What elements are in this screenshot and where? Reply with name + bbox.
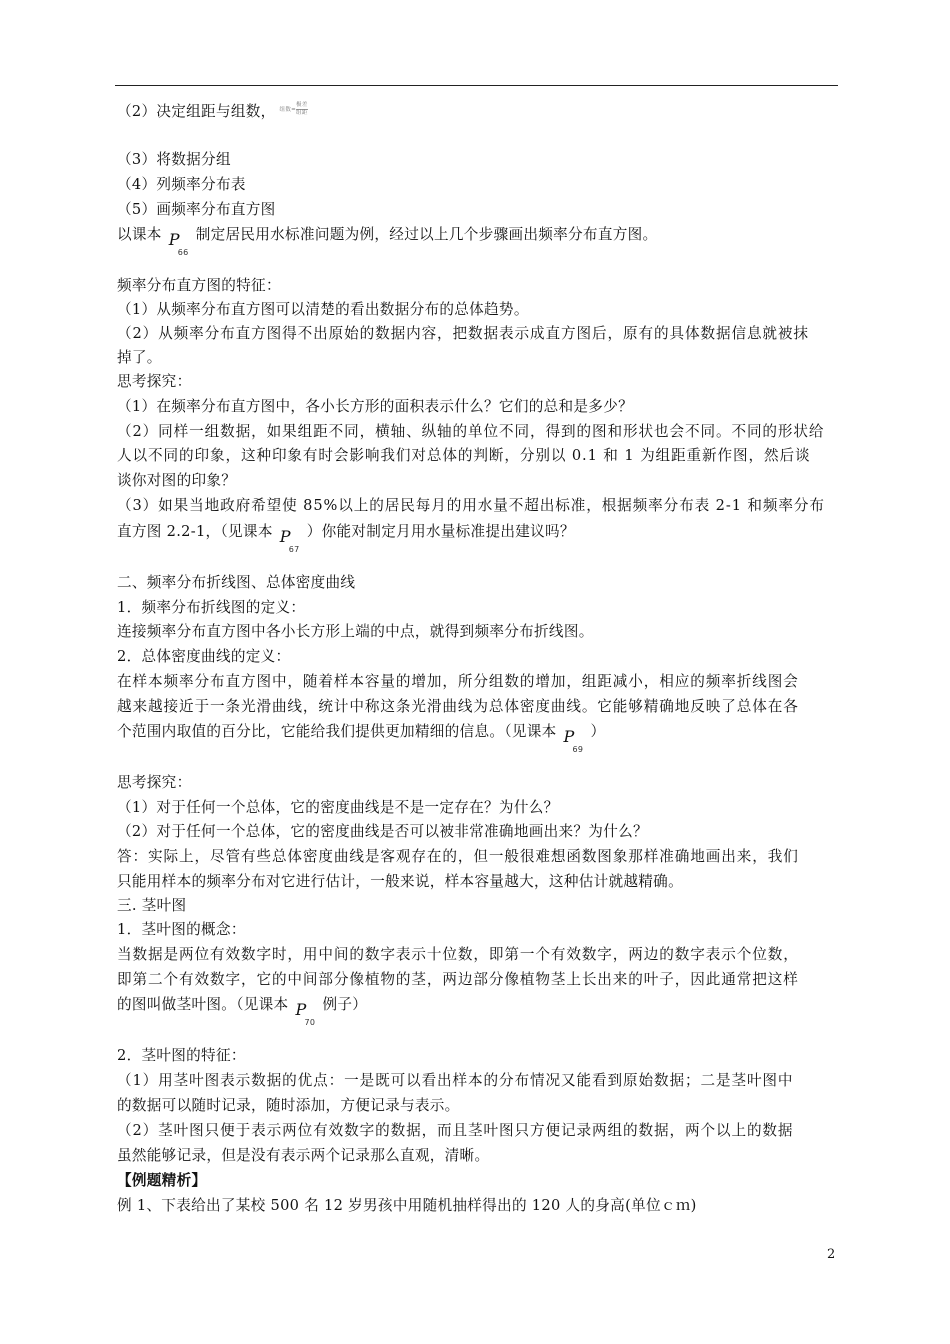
density-def-text-3: 个范围内取值的百分比，它能给我们提供更加精细的信息。（见课本 P 69 ）	[117, 723, 606, 754]
header-rule	[115, 85, 838, 86]
page-ref-70: P 70	[295, 1000, 316, 1027]
step-4-line: （4）列频率分布表	[117, 176, 246, 193]
explore2-answer-1: 答：实际上，尽管有些总体密度曲线是客观存在的，但一般很难想函数图象那样准确地画出来，我们	[117, 848, 799, 865]
feature-2-line: （2）从频率分布直方图得不出原始的数据内容，把数据表示成直方图后，原有的具体数据信息就被抹	[117, 325, 809, 342]
textbook-example-line: 以课本 P 66 制定居民用水标准问题为例，经过以上几个步骤画出频率分布直方图。	[117, 226, 658, 257]
step-5-line: （5）画频率分布直方图	[117, 201, 276, 218]
polyline-def-text: 连接频率分布直方图中各小长方形上端的中点，就得到频率分布折线图。	[117, 623, 594, 640]
explore-q2-cont-2: 谈你对图的印象？	[117, 472, 237, 489]
step-3-line: （3）将数据分组	[117, 151, 231, 168]
group-count-formula: 组数= $\frac{\text{极差}}{\text{组距}}$	[279, 102, 308, 116]
section-3-heading: 三. 茎叶图	[117, 897, 187, 914]
explore-q1: （1）在频率分布直方图中，各小长方形的面积表示什么？它们的总和是多少？	[117, 398, 633, 415]
density-def-heading: 2．总体密度曲线的定义：	[117, 648, 291, 665]
page-ref-67: P 67	[279, 527, 300, 554]
histogram-features-heading: 频率分布直方图的特征：	[117, 277, 281, 294]
explore-heading-1: 思考探究：	[117, 373, 192, 390]
feature-2-cont: 掉了。	[117, 349, 162, 366]
explore2-answer-2: 只能用样本的频率分布对它进行估计，一般来说，样本容量越大，这种估计就越精确。	[117, 873, 683, 890]
examples-heading: 【例题精析】	[117, 1172, 207, 1189]
explore-heading-2: 思考探究：	[117, 774, 192, 791]
explore-q3-cont: 直方图 2.2-1，（见课本 P 67 ）你能对制定月用水量标准提出建议吗？	[117, 523, 575, 554]
section-2-heading: 二、频率分布折线图、总体密度曲线	[117, 574, 356, 591]
example-1-text: 例 1、下表给出了某校 500 名 12 岁男孩中用随机抽样得出的 120 人的身高(单位ｃｍ)	[117, 1197, 697, 1214]
stemleaf-concept-text-2: 即第二个有效数字，它的中间部分像植物的茎，两边部分像植物茎上长出来的叶子，因此通常把这样	[117, 971, 799, 988]
stemleaf-concept-heading: 1．茎叶图的概念：	[117, 921, 246, 938]
stemleaf-feature-1-cont: 的数据可以随时记录，随时添加，方便记录与表示。	[117, 1097, 460, 1114]
explore2-q1: （1）对于任何一个总体，它的密度曲线是不是一定存在？为什么？	[117, 799, 559, 816]
stemleaf-feature-1: （1）用茎叶图表示数据的优点：一是既可以看出样本的分布情况又能看到原始数据；二是茎叶图中	[117, 1072, 794, 1089]
stemleaf-feature-2-cont: 虽然能够记录，但是没有表示两个记录那么直观，清晰。	[117, 1147, 490, 1164]
stemleaf-concept-text-1: 当数据是两位有效数字时，用中间的数字表示十位数，即第一个有效数字，两边的数字表示个位数，	[117, 946, 799, 963]
page-ref-69: P 69	[563, 727, 584, 754]
density-def-text-1: 在样本频率分布直方图中，随着样本容量的增加，所分组数的增加，组距减小，相应的频率折线图会	[117, 673, 799, 690]
polyline-def-heading: 1．频率分布折线图的定义：	[117, 599, 306, 616]
page-number: 2	[827, 1247, 836, 1262]
feature-1-line: （1）从频率分布直方图可以清楚的看出数据分布的总体趋势。	[117, 301, 529, 318]
density-def-text-2: 越来越接近于一条光滑曲线，统计中称这条光滑曲线为总体密度曲线。它能够精确地反映了总体在各	[117, 698, 799, 715]
explore-q2: （2）同样一组数据，如果组距不同，横轴、纵轴的单位不同，得到的图和形状也会不同。不同的形状给	[117, 423, 825, 440]
stemleaf-concept-text-3: 的图叫做茎叶图。（见课本 P 70 例子）	[117, 996, 368, 1027]
explore2-q2: （2）对于任何一个总体，它的密度曲线是否可以被非常准确地画出来？为什么？	[117, 823, 648, 840]
explore-q3: （3）如果当地政府希望使 85%以上的居民每月的用水量不超出标准，根据频率分布表 2-1 和频率分布	[117, 497, 825, 514]
explore-q2-cont-1: 人以不同的印象，这种印象有时会影响我们对总体的判断，分别以 0.1 和 1 为组距重新作图，然后谈	[117, 447, 811, 464]
page-ref-66: P 66	[168, 230, 189, 257]
step-2-line: （2）决定组距与组数， 组数= $\frac{\text{极差}}{\text{组距}}$	[117, 102, 308, 120]
stemleaf-features-heading: 2．茎叶图的特征：	[117, 1047, 246, 1064]
stemleaf-feature-2: （2）茎叶图只便于表示两位有效数字的数据，而且茎叶图只方便记录两组的数据，两个以上的数据	[117, 1122, 794, 1139]
